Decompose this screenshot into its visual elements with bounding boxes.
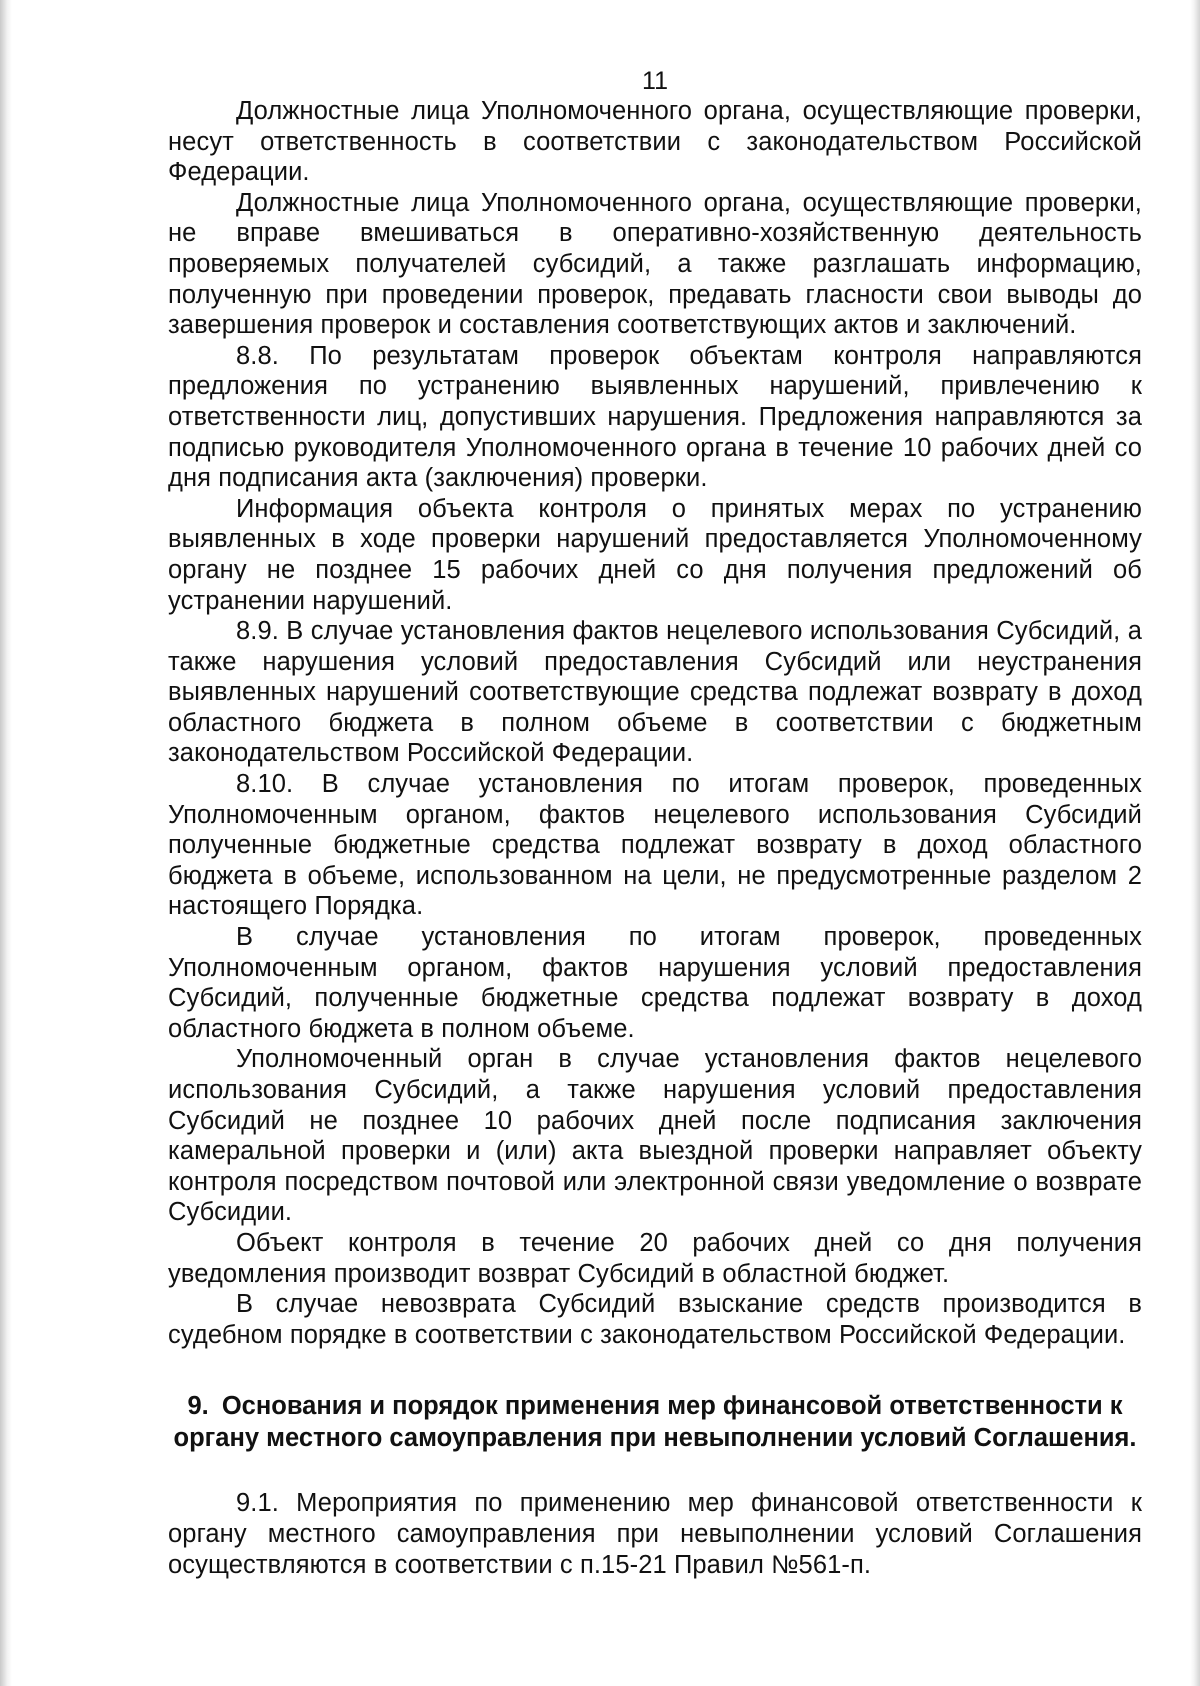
section-heading-9 (168, 1390, 1142, 1454)
paragraph-officials-responsibility: Должностные лица Уполномоченного органа, осуществляющие проверки, несут ответственность в соответствии с законодательством Российской Федерации. (168, 97, 1142, 187)
paragraph-9-1: 9.1. Мероприятия по применению мер финансовой ответственности к органу местного самоуправления при невыполнении условий Соглашения осуществляются в соответствии с п.15-21 Правил №561-п. (168, 1489, 1142, 1579)
page-number: 11 (642, 67, 668, 95)
paragraph-8-8: 8.8. По результатам проверок объектам контроля направляются предложения по устранению выявленных нарушений, привлечению к ответственности лиц, допустивших нарушения. Предложения направляются за подписью руководителя Уполномоченного органа в течение 10 рабочих дней со дня подписания акта (заключения) проверки. (168, 341, 1142, 493)
scan-edge-right (1190, 0, 1200, 1686)
paragraph-violation-return: В случае установления по итогам проверок, проведенных Уполномоченным органом, фактов нарушения условий предоставления Субсидий, полученные бюджетные средства подлежат возврату в доход областного бюджета в полном объеме. (168, 923, 1142, 1043)
document-page (168, 66, 1142, 1580)
scan-edge-left (0, 0, 12, 1686)
paragraph-8-10: 8.10. В случае установления по итогам проверок, проведенных Уполномоченным органом, фактов нецелевого использования Субсидий полученные бюджетные средства подлежат возврату в доход областного бюджета в объеме, использованном на цели, не предусмотренные разделом 2 настоящего Порядка. (168, 770, 1142, 921)
section-heading-number: 9. (187, 1392, 209, 1421)
paragraph-notification: Уполномоченный орган в случае установления фактов нецелевого использования Субсидий, а также нарушения условий предоставления Субсидий не позднее 10 рабочих дней после подписания заключения камеральной проверки и (или) акта выездной проверки направляет объекту контроля посредством почтовой или электронной связи уведомление о возврате Субсидии. (168, 1045, 1142, 1227)
paragraph-control-info: Информация объекта контроля о принятых мерах по устранению выявленных в ходе проверки нарушений предоставляется Уполномоченному органу не позднее 15 рабочих дней со дня получения предложений об устранении нарушений. (168, 494, 1142, 615)
paragraph-judicial-recovery: В случае невозврата Субсидий взыскание средств производится в судебном порядке в соответствии с законодательством Российской Федерации. (168, 1290, 1142, 1349)
paragraph-return-deadline: Объект контроля в течение 20 рабочих дней со дня получения уведомления производит возврат Субсидий в областной бюджет. (168, 1228, 1142, 1288)
paragraph-8-9: 8.9. В случае установления фактов нецелевого использования Субсидий, а также нарушения условий предоставления Субсидий или неустранения выявленных нарушений соответствующие средства подлежат возврату в доход областного бюджета в полном объеме в соответствии с бюджетным законодательством Российской Федерации. (168, 617, 1142, 768)
section-heading-text: Основания и порядок применения мер финансовой ответственности к органу местного самоуправления при невыполнении условий Соглашения. (173, 1392, 1137, 1453)
paragraph-officials-restrictions: Должностные лица Уполномоченного органа, осуществляющие проверки, не вправе вмешиваться в оперативно-хозяйственную деятельность проверяемых получателей субсидий, а также разглашать информацию, полученную при проведении проверок, предавать гласности свои выводы до завершения проверок и составления соответствующих актов и заключений. (168, 188, 1142, 340)
